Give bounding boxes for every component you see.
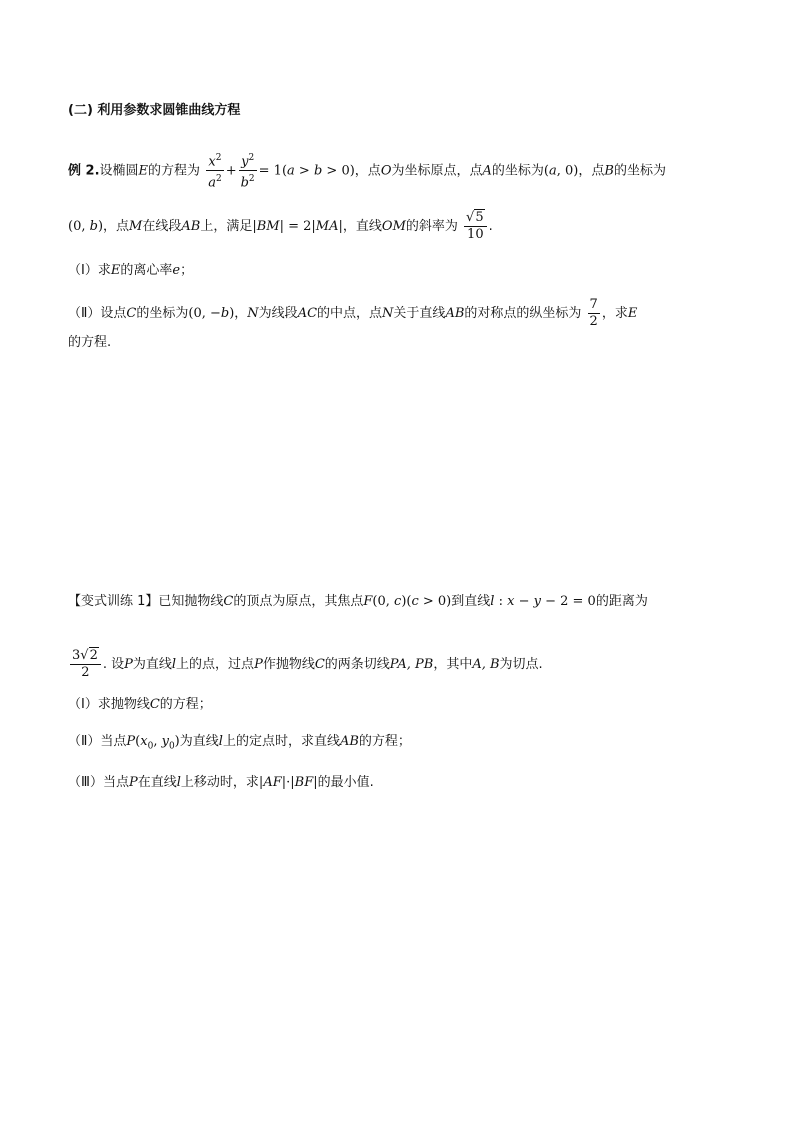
variant1-part3: （Ⅲ）当点P在直线l上移动时，求|AF|·|BF|的最小值. [68, 775, 374, 790]
section-title: (二) 利用参数求圆锥曲线方程 [68, 103, 241, 118]
ellipse-x-fraction: $\frac{x^2}{a^2}$ [206, 150, 224, 192]
variant1-line1: 【变式训练 1】已知抛物线C的顶点为原点，其焦点F(0, c)(c > 0)到直线l : x − y − 2 = 0的距离为 [68, 594, 648, 609]
distance-fraction: $\frac{3√2}{2}$ [70, 648, 101, 681]
variant1-label: 【变式训练 1】 [68, 594, 159, 609]
example2-line2: (0, b)，点M在线段AB上，满足|BM| = 2|MA|，直线OM的斜率为 $\frac{√5}{10}$ . [68, 210, 493, 242]
example2-part1: （Ⅰ）求E的离心率e； [68, 263, 194, 278]
variant1-part2: （Ⅱ）当点$P(x_0$, $y_0$)为直线l上的定点时，求直线AB的方程； [68, 734, 411, 752]
example2-line1: 例 2.设椭圆E的方程为 $\frac{x^2}{a^2}$ + $\frac{y^2}{b^2}$ = 1(a > b > 0)，点O为坐标原点，点A的坐标为(a, 0)，点B的坐标为 [68, 150, 666, 192]
example2-label: 例 2. [68, 163, 100, 179]
example2-part2-line2: 的方程. [68, 335, 112, 350]
ordinate-fraction: $\frac{7}{2}$ [589, 297, 598, 329]
variant1-line2: $\frac{3√2}{2}$ . 设P为直线l上的点，过点P作抛物线C的两条切线PA, PB，其中A, B为切点. [72, 648, 543, 680]
example2-part2-line1: （Ⅱ）设点C的坐标为(0, −b)，N为线段AC的中点，点N关于直线AB的对称点的纵坐标为 $\frac{7}{2}$ ，求E [68, 297, 638, 329]
ellipse-y-fraction: $\frac{y^2}{b^2}$ [239, 150, 257, 192]
variant1-part1: （Ⅰ）求抛物线C的方程； [68, 697, 212, 712]
slope-fraction: $\frac{√5}{10}$ [464, 210, 487, 243]
